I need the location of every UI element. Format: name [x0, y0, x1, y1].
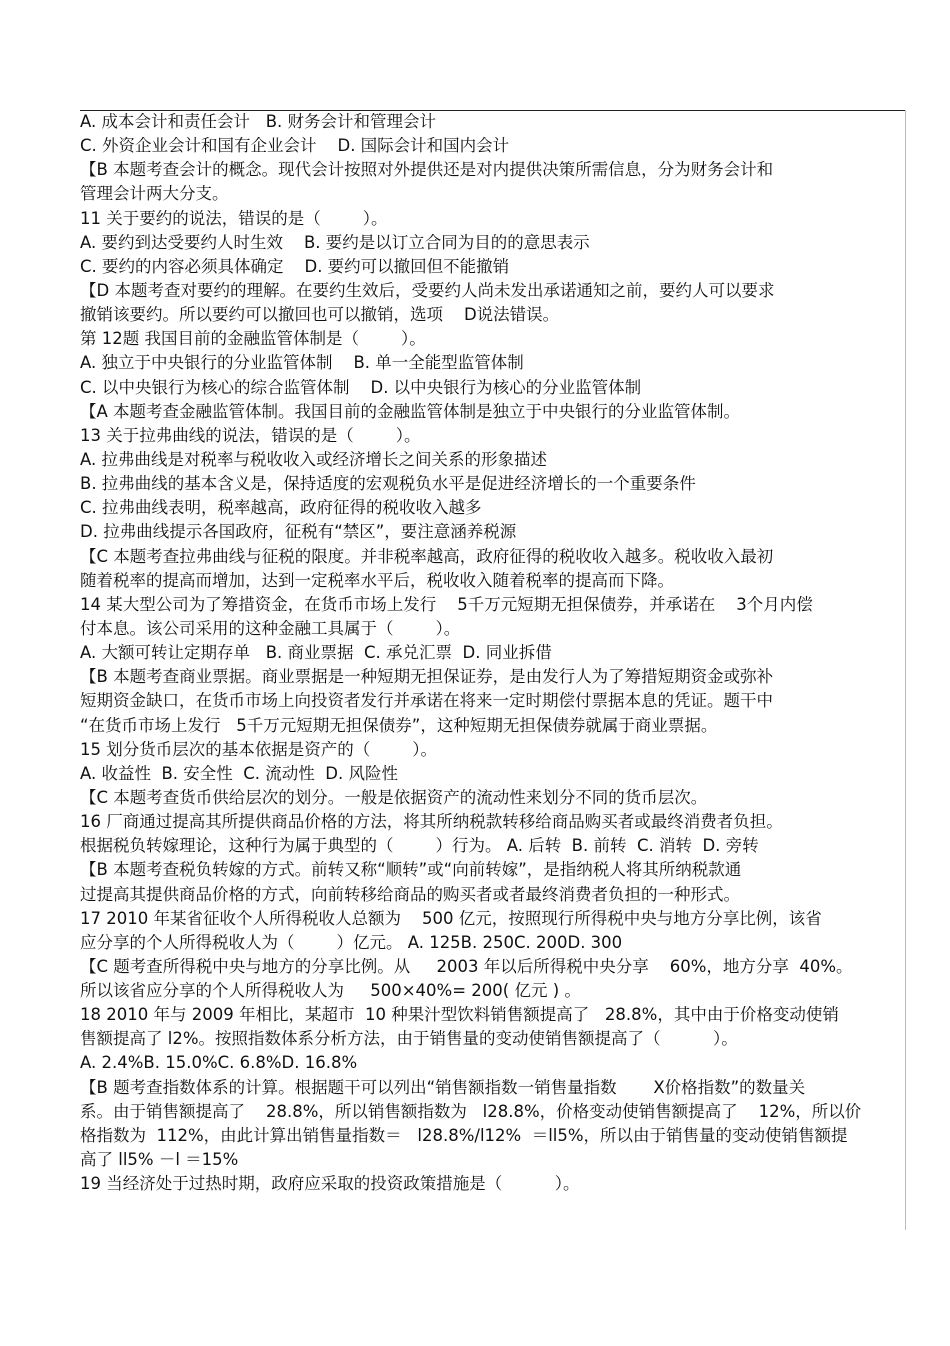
text-line: A. 2.4%B. 15.0%C. 6.8%D. 16.8%	[80, 1053, 358, 1073]
text-line: A. 成本会计和责任会计 B. 财务会计和管理会计	[80, 112, 437, 131]
text-line: A. 拉弗曲线是对税率与税收收入或经济增长之间关系的形象描述	[80, 449, 547, 469]
text-line: C. 以中央银行为核心的综合监管体制 D. 以中央银行为核心的分业监管体制	[80, 377, 642, 397]
text-line: 根据税负转嫁理论，这种行为属于典型的（ ）行为。 A. 后转 B. 前转 C. 消转 D. 旁转	[80, 836, 759, 856]
text-line: 19 当经济处于过热时期，政府应采取的投资政策措施是（ ）。	[80, 1174, 580, 1194]
text-line: 付本息。该公司采用的这种金融工具属于（ ）。	[80, 618, 461, 638]
text-line: 【B 题考查指数体系的计算。根据题干可以列出“销售额指数一销售量指数 X价格指数”的数量关	[80, 1077, 806, 1097]
text-line: 第 12题 我国目前的金融监管体制是（ ）。	[80, 329, 426, 349]
text-line: 售额提高了 l2%。按照指数体系分析方法，由于销售量的变动使销售额提高了（ ）。	[80, 1029, 738, 1049]
text-line: 【B 本题考查税负转嫁的方式。前转又称“顺转”或“向前转嫁”，是指纳税人将其所纳税款通	[80, 860, 742, 880]
text-line: 【C 本题考查货币供给层次的划分。一般是依据资产的流动性来划分不同的货币层次。	[80, 787, 708, 807]
text-line: 应分享的个人所得税收人为（ ）亿元。 A. 125B. 250C. 200D. 300	[80, 932, 623, 952]
text-line: A. 要约到达受要约人时生效 B. 要约是以订立合同为目的的意思表示	[80, 232, 590, 252]
text-line: A. 收益性 B. 安全性 C. 流动性 D. 风险性	[80, 763, 398, 783]
text-line: 系。由于销售额提高了 28.8%，所以销售额指数为 l28.8%，价格变动使销售额提高了 12%，所以价	[80, 1101, 862, 1121]
text-line: 16 厂商通过提高其所提供商品价格的方法，将其所纳税款转移给商品购买者或最终消费者负担。	[80, 812, 783, 832]
text-line: 【C 本题考查拉弗曲线与征税的限度。并非税率越高，政府征得的税收收入越多。税收收入最初	[80, 546, 774, 566]
text-line: D. 拉弗曲线提示各国政府，征税有“禁区”，要注意涵养税源	[80, 522, 517, 542]
text-line: “在货币市场上发行 5千万元短期无担保债券”，这种短期无担保债券就属于商业票据。	[80, 715, 718, 735]
text-line: C. 要约的内容必须具体确定 D. 要约可以撤回但不能撤销	[80, 256, 510, 276]
text-line: 15 划分货币层次的基本依据是资产的（ ）。	[80, 739, 437, 759]
text-line: 【B 本题考查商业票据。商业票据是一种短期无担保证券，是由发行人为了筹措短期资金或弥补	[80, 667, 774, 687]
text-line: 格指数为 112%，由此计算出销售量指数＝ l28.8%/l12% ＝ll5%，所以由于销售量的变动使销售额提	[80, 1125, 848, 1145]
text-line: 所以该省应分享的个人所得税收人为 500×40%= 200( 亿元 ) 。	[80, 981, 581, 1001]
text-line: 管理会计两大分支。	[80, 184, 229, 204]
right-margin-rule	[905, 110, 906, 1230]
text-line: 短期资金缺口，在货币市场上向投资者发行并承诺在将来一定时期偿付票据本息的凭证。题干中	[80, 691, 773, 711]
text-line: C. 外资企业会计和国有企业会计 D. 国际会计和国内会计	[80, 136, 510, 156]
text-line: 18 2010 年与 2009 年相比，某超市 10 种果汁型饮料销售额提高了 28.8%，其中由于价格变动使销	[80, 1005, 839, 1025]
text-line: 17 2010 年某省征收个人所得税收人总额为 500 亿元，按照现行所得税中央与地方分享比例，该省	[80, 908, 822, 928]
text-line: 【D 本题考查对要约的理解。在要约生效后，受要约人尚未发出承诺通知之前，要约人可以要求	[80, 280, 775, 300]
text-line: 14 某大型公司为了筹措资金，在货币市场上发行 5千万元短期无担保债券，并承诺在 3个月内偿	[80, 594, 813, 614]
text-line: 【B 本题考查会计的概念。现代会计按照对外提供还是对内提供决策所需信息，分为财务会计和	[80, 160, 774, 180]
text-body	[80, 110, 896, 1196]
text-line: 撤销该要约。所以要约可以撤回也可以撤销，选项 D说法错误。	[80, 305, 560, 325]
text-line: A. 大额可转让定期存单 B. 商业票据 C. 承兑汇票 D. 同业拆借	[80, 643, 552, 663]
text-line: 随着税率的提高而增加，达到一定税率水平后，税收收入随着税率的提高而下降。	[80, 570, 674, 590]
text-line: C. 拉弗曲线表明，税率越高，政府征得的税收收入越多	[80, 498, 482, 518]
text-line: 13 关于拉弗曲线的说法，错误的是（ ）。	[80, 425, 421, 445]
text-line: 11 关于要约的说法，错误的是（ ）。	[80, 208, 388, 228]
text-line: 高了 ll5% －l ＝15%	[80, 1150, 239, 1170]
text-line: 过提高其提供商品价格的方式，向前转移给商品的购买者或者最终消费者负担的一种形式。	[80, 884, 740, 904]
text-line: A. 独立于中央银行的分业监管体制 B. 单一全能型监管体制	[80, 353, 524, 373]
text-line: 【C 题考查所得税中央与地方的分享比例。从 2003 年以后所得税中央分享 60%，地方分享 40%。	[80, 956, 853, 976]
text-line: 【A 本题考查金融监管体制。我国目前的金融监管体制是独立于中央银行的分业监管体制。	[80, 401, 741, 421]
text-line: B. 拉弗曲线的基本含义是，保持适度的宏观税负水平是促进经济增长的一个重要条件	[80, 474, 696, 494]
